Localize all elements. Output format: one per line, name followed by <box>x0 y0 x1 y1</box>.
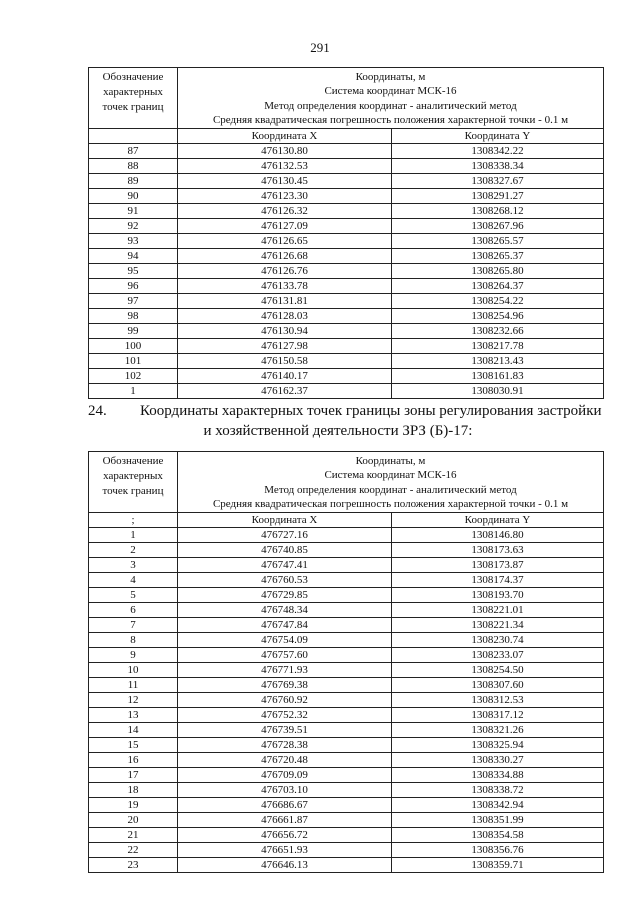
point-number: 11 <box>89 678 178 693</box>
coordinate-system-line: Средняя квадратическая погрешность положения характерной точки - 0.1 м <box>212 113 569 126</box>
point-number: 23 <box>89 858 178 873</box>
table-row <box>89 828 604 843</box>
coordinates-table-2 <box>88 451 604 873</box>
point-number: 2 <box>89 543 178 558</box>
coordinate-x: 476133.78 <box>178 279 392 294</box>
column-label-x: Координата X <box>178 513 392 528</box>
point-number: 12 <box>89 693 178 708</box>
coordinate-x: 476760.92 <box>178 693 392 708</box>
table-row <box>89 723 604 738</box>
table-row <box>89 663 604 678</box>
coordinate-system-line: Система координат МСК-16 <box>324 469 457 482</box>
point-number: 5 <box>89 588 178 603</box>
coordinate-y: 1308330.27 <box>392 753 604 768</box>
coordinate-y: 1308217.78 <box>392 339 604 354</box>
table-row <box>89 588 604 603</box>
point-number: 99 <box>89 324 178 339</box>
point-number: 94 <box>89 249 178 264</box>
coordinate-y: 1308254.50 <box>392 663 604 678</box>
table-row <box>89 309 604 324</box>
coordinate-y: 1308325.94 <box>392 738 604 753</box>
designation-header-line: точек границ <box>102 484 164 497</box>
coordinate-y: 1308264.37 <box>392 279 604 294</box>
coordinate-x: 476729.85 <box>178 588 392 603</box>
table-row <box>89 264 604 279</box>
point-number: 4 <box>89 573 178 588</box>
table-row <box>89 633 604 648</box>
point-number: 101 <box>89 354 178 369</box>
table-row <box>89 204 604 219</box>
point-number: 19 <box>89 798 178 813</box>
table-row <box>89 618 604 633</box>
coordinate-x: 476127.09 <box>178 219 392 234</box>
coordinate-system-line: Метод определения координат - аналитический метод <box>264 483 517 496</box>
coordinate-x: 476128.03 <box>178 309 392 324</box>
coordinate-x: 476130.45 <box>178 174 392 189</box>
coordinate-x: 476126.32 <box>178 204 392 219</box>
coordinate-system-line: Метод определения координат - аналитический метод <box>264 99 517 112</box>
point-number: 93 <box>89 234 178 249</box>
table-row <box>89 798 604 813</box>
point-number: 21 <box>89 828 178 843</box>
table-row <box>89 783 604 798</box>
coordinate-system-line: Средняя квадратическая погрешность положения характерной точки - 0.1 м <box>212 497 569 510</box>
point-number: 91 <box>89 204 178 219</box>
page-number: 291 <box>310 40 330 55</box>
table-row <box>89 843 604 858</box>
table-row <box>89 768 604 783</box>
point-number: 15 <box>89 738 178 753</box>
coordinate-x: 476131.81 <box>178 294 392 309</box>
coordinate-x: 476771.93 <box>178 663 392 678</box>
coordinate-x: 476720.48 <box>178 753 392 768</box>
table-row <box>89 324 604 339</box>
coordinate-y: 1308265.37 <box>392 249 604 264</box>
coordinate-x: 476747.84 <box>178 618 392 633</box>
coordinate-y: 1308174.37 <box>392 573 604 588</box>
coordinate-y: 1308312.53 <box>392 693 604 708</box>
table-row <box>89 693 604 708</box>
table-row <box>89 144 604 159</box>
point-number: 1 <box>89 528 178 543</box>
coordinate-x: 476132.53 <box>178 159 392 174</box>
coordinate-y: 1308334.88 <box>392 768 604 783</box>
point-number: 6 <box>89 603 178 618</box>
coordinate-x: 476130.94 <box>178 324 392 339</box>
coordinate-x: 476752.32 <box>178 708 392 723</box>
column-label-y: Координата Y <box>392 513 604 528</box>
coordinate-y: 1308338.34 <box>392 159 604 174</box>
designation-header <box>89 452 178 513</box>
coordinate-y: 1308230.74 <box>392 633 604 648</box>
point-number: 16 <box>89 753 178 768</box>
coordinate-x: 476126.65 <box>178 234 392 249</box>
point-number: 100 <box>89 339 178 354</box>
coordinate-x: 476651.93 <box>178 843 392 858</box>
table-row <box>89 678 604 693</box>
column-label-row <box>89 129 604 144</box>
point-number: 96 <box>89 279 178 294</box>
column-label-y: Координата Y <box>392 129 604 144</box>
coordinate-x: 476130.80 <box>178 144 392 159</box>
table-row <box>89 603 604 618</box>
coordinate-x: 476140.17 <box>178 369 392 384</box>
table-row <box>89 648 604 663</box>
coordinate-x: 476728.38 <box>178 738 392 753</box>
coordinate-x: 476126.76 <box>178 264 392 279</box>
coordinate-x: 476703.10 <box>178 783 392 798</box>
table-row <box>89 543 604 558</box>
point-number: 17 <box>89 768 178 783</box>
coordinate-x: 476769.38 <box>178 678 392 693</box>
coordinate-x: 476727.16 <box>178 528 392 543</box>
point-number: 8 <box>89 633 178 648</box>
point-number: 97 <box>89 294 178 309</box>
table-row <box>89 279 604 294</box>
coordinate-y: 1308321.26 <box>392 723 604 738</box>
point-number: 18 <box>89 783 178 798</box>
table-body <box>89 452 604 873</box>
point-number: 92 <box>89 219 178 234</box>
coordinate-y: 1308030.91 <box>392 384 604 399</box>
point-number: 87 <box>89 144 178 159</box>
coordinate-x: 476748.34 <box>178 603 392 618</box>
point-number: 22 <box>89 843 178 858</box>
coordinate-system-header <box>178 452 604 513</box>
designation-header-line: Обозначение <box>102 455 164 467</box>
coordinate-x: 476126.68 <box>178 249 392 264</box>
table-row <box>89 339 604 354</box>
point-number: 7 <box>89 618 178 633</box>
coordinate-x: 476709.09 <box>178 768 392 783</box>
column-label-x: Координата X <box>178 129 392 144</box>
coordinate-y: 1308213.43 <box>392 354 604 369</box>
table-row <box>89 384 604 399</box>
coordinate-y: 1308356.76 <box>392 843 604 858</box>
coordinate-y: 1308221.01 <box>392 603 604 618</box>
point-number: 95 <box>89 264 178 279</box>
section-number: 24. <box>88 403 107 419</box>
table-row <box>89 558 604 573</box>
designation-header <box>89 68 178 129</box>
table-row <box>89 159 604 174</box>
coordinate-x: 476757.60 <box>178 648 392 663</box>
coordinate-y: 1308265.57 <box>392 234 604 249</box>
table-row <box>89 189 604 204</box>
point-number: 90 <box>89 189 178 204</box>
coordinate-y: 1308161.83 <box>392 369 604 384</box>
coordinates-table-1 <box>88 67 604 399</box>
coordinate-y: 1308254.96 <box>392 309 604 324</box>
coordinate-x: 476127.98 <box>178 339 392 354</box>
table-row <box>89 813 604 828</box>
point-number: 1 <box>89 384 178 399</box>
coordinate-x: 476754.09 <box>178 633 392 648</box>
coordinate-y: 1308307.60 <box>392 678 604 693</box>
point-number: 88 <box>89 159 178 174</box>
coordinate-x: 476740.85 <box>178 543 392 558</box>
coordinate-system-line: Координаты, м <box>355 455 426 467</box>
point-number: 10 <box>89 663 178 678</box>
table-row <box>89 573 604 588</box>
coordinate-y: 1308221.34 <box>392 618 604 633</box>
coordinate-x: 476646.13 <box>178 858 392 873</box>
point-number: 20 <box>89 813 178 828</box>
coordinate-x: 476661.87 <box>178 813 392 828</box>
designation-header-line: характерных <box>103 85 163 98</box>
table-row <box>89 753 604 768</box>
coordinate-y: 1308173.87 <box>392 558 604 573</box>
point-number: 102 <box>89 369 178 384</box>
coordinate-y: 1308265.80 <box>392 264 604 279</box>
coordinate-y: 1308267.96 <box>392 219 604 234</box>
point-number: 89 <box>89 174 178 189</box>
table-row <box>89 294 604 309</box>
coordinate-y: 1308342.22 <box>392 144 604 159</box>
coordinate-y: 1308327.67 <box>392 174 604 189</box>
section-title-line-1: Координаты характерных точек границы зоны регулирования застройки <box>140 403 602 419</box>
designation-marker: ; <box>89 513 178 528</box>
coordinate-x: 476686.67 <box>178 798 392 813</box>
coordinate-y: 1308254.22 <box>392 294 604 309</box>
coordinate-y: 1308351.99 <box>392 813 604 828</box>
point-number: 98 <box>89 309 178 324</box>
coordinate-y: 1308146.80 <box>392 528 604 543</box>
coordinate-y: 1308268.12 <box>392 204 604 219</box>
coordinate-x: 476747.41 <box>178 558 392 573</box>
point-number: 14 <box>89 723 178 738</box>
coordinate-y: 1308354.58 <box>392 828 604 843</box>
coordinate-y: 1308193.70 <box>392 588 604 603</box>
coordinate-y: 1308342.94 <box>392 798 604 813</box>
coordinate-system-line: Система координат МСК-16 <box>324 85 457 98</box>
coordinate-x: 476150.58 <box>178 354 392 369</box>
table-row <box>89 219 604 234</box>
coordinate-x: 476760.53 <box>178 573 392 588</box>
designation-header-line: точек границ <box>102 100 164 113</box>
header-row <box>89 452 604 513</box>
table-row <box>89 174 604 189</box>
designation-marker <box>89 129 178 144</box>
section-title-line-2: и хозяйственной деятельности ЗРЗ (Б)-17: <box>203 423 473 439</box>
table-row <box>89 858 604 873</box>
coordinate-y: 1308317.12 <box>392 708 604 723</box>
coordinate-x: 476123.30 <box>178 189 392 204</box>
coordinate-system-header <box>178 68 604 129</box>
table-row <box>89 738 604 753</box>
point-number: 13 <box>89 708 178 723</box>
table-row <box>89 369 604 384</box>
coordinate-x: 476656.72 <box>178 828 392 843</box>
column-label-row <box>89 513 604 528</box>
coordinate-y: 1308233.07 <box>392 648 604 663</box>
designation-header-line: характерных <box>103 469 163 482</box>
table-row <box>89 528 604 543</box>
table-row <box>89 708 604 723</box>
point-number: 9 <box>89 648 178 663</box>
coordinate-system-line: Координаты, м <box>355 71 426 83</box>
point-number: 3 <box>89 558 178 573</box>
table-row <box>89 249 604 264</box>
coordinate-y: 1308173.63 <box>392 543 604 558</box>
table-row <box>89 354 604 369</box>
coordinate-y: 1308291.27 <box>392 189 604 204</box>
coordinate-x: 476162.37 <box>178 384 392 399</box>
coordinate-y: 1308232.66 <box>392 324 604 339</box>
coordinate-y: 1308359.71 <box>392 858 604 873</box>
coordinate-y: 1308338.72 <box>392 783 604 798</box>
designation-header-line: Обозначение <box>102 71 164 83</box>
table-row <box>89 234 604 249</box>
coordinate-x: 476739.51 <box>178 723 392 738</box>
table-body <box>89 68 604 399</box>
header-row <box>89 68 604 129</box>
